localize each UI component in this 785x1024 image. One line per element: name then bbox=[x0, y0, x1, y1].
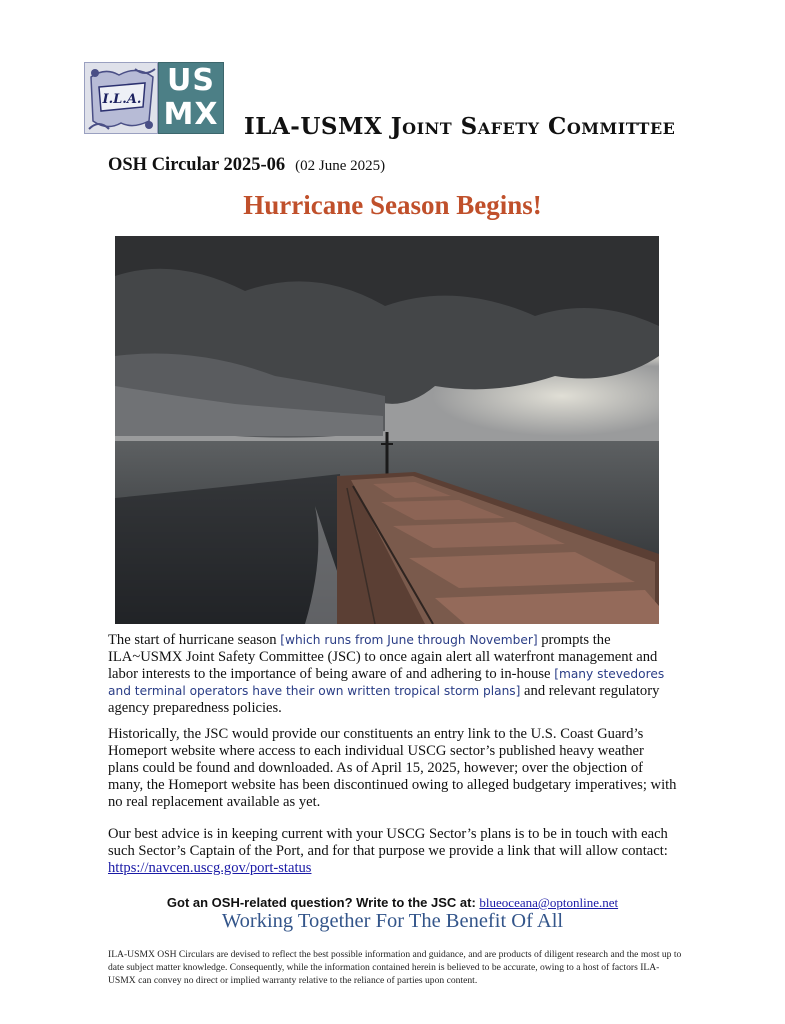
p1-bracket-season-months: [which runs from June through November] bbox=[280, 633, 538, 647]
p1-bracket-storm-plans: [many stevedores and terminal operators have their own written tropical storm plans] bbox=[108, 666, 665, 698]
storm-ship-photo bbox=[115, 236, 659, 624]
question-label: Got an OSH-related question? Write to the JSC at: bbox=[166, 895, 480, 910]
circular-date: (02 June 2025) bbox=[295, 158, 386, 174]
tagline: Working Together For The Benefit Of All bbox=[221, 910, 564, 932]
org-title: ILA-USMX Joint Safety Committee bbox=[244, 113, 676, 140]
paragraph-hurricane-season bbox=[108, 632, 678, 717]
usmx-logo bbox=[158, 62, 224, 134]
disclaimer: ILA-USMX OSH Circulars are devised to reflect the best possible information and guidance, and are products of diligent research and the most up to date subject matter knowledge. Consequently, while the information contained herein is believed to be accurate, owing to a host of factors ILA-USMX can convey no direct or implied warranty relative to the reliance of parties upon content. bbox=[108, 949, 682, 986]
p1-text-2: prompts the ILA~USMX Joint Safety Committee (JSC) to once again alert all waterfront management and labor interests to the importance of being aware of and adhering to in-house bbox=[108, 632, 658, 682]
port-status-link[interactable]: https://navcen.uscg.gov/port-status bbox=[108, 859, 312, 876]
paragraph-best-advice bbox=[108, 826, 678, 877]
question-line bbox=[0, 895, 785, 911]
p3-text: Our best advice is in keeping current with your USCG Sector’s plans is to be in touch with each such Sector’s Captain of the Port, and for that purpose we provide a link that will allow contact: bbox=[108, 826, 668, 859]
p1-text-1: The start of hurricane season bbox=[108, 632, 281, 648]
contact-email-link[interactable]: blueoceana@optonline.net bbox=[479, 895, 619, 910]
ila-logo bbox=[84, 62, 158, 134]
headline: Hurricane Season Begins! bbox=[243, 190, 542, 220]
usmx-logo-line-1: US bbox=[167, 63, 215, 98]
usmx-logo-line-2: MX bbox=[163, 97, 219, 132]
ila-logo-text: I.L.A. bbox=[102, 92, 142, 107]
circular-number: OSH Circular 2025-06 bbox=[108, 155, 286, 175]
p1-text-3: and relevant regulatory agency preparedness policies. bbox=[108, 682, 660, 716]
paragraph-homeport-history: Historically, the JSC would provide our constituents an entry link to the U.S. Coast Guard’s Homeport website where access to each individual USCG sector’s published heavy weather plans could be found and downloaded. As of April 15, 2025, however; over the objection of many, the Homeport website has been discontinued owing to alleged budgetary imperatives; with no real replacement available as yet. bbox=[108, 726, 677, 810]
circular-line bbox=[108, 155, 385, 176]
